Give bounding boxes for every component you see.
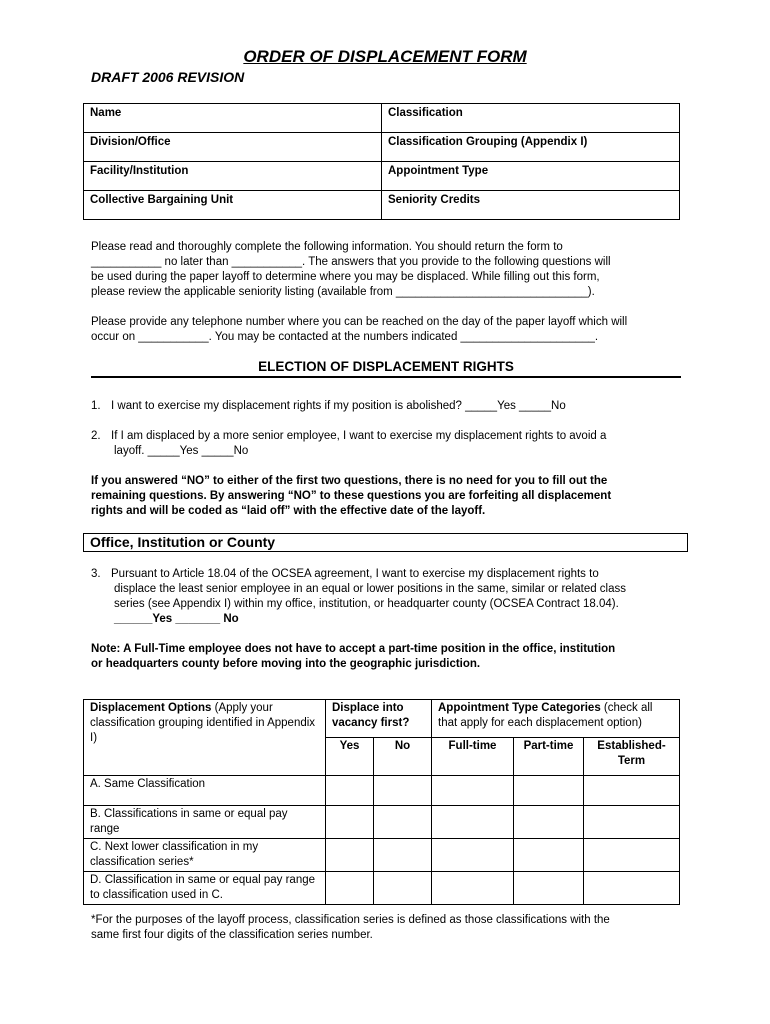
checkbox-cell[interactable] — [326, 806, 374, 839]
classification-field[interactable]: Classification — [382, 104, 680, 133]
facility-field[interactable]: Facility/Institution — [84, 162, 382, 191]
checkbox-cell[interactable] — [374, 872, 432, 905]
phone-paragraph — [91, 315, 683, 345]
note-line: Note: A Full-Time employee does not have to accept a part-time position in the office, institution — [91, 643, 616, 655]
form-title: ORDER OF DISPLACEMENT FORM — [243, 47, 527, 66]
checkbox-cell[interactable] — [374, 776, 432, 806]
footnote — [91, 913, 683, 943]
warning-line: rights and will be coded as “laid off” with the effective date of the layoff. — [91, 505, 486, 517]
q1-text[interactable]: I want to exercise my displacement rights if my position is abolished? _____Yes _____No — [111, 400, 566, 412]
q1-number: 1. — [91, 400, 101, 412]
checkbox-cell[interactable] — [432, 872, 514, 905]
option-row-label: D. Classification in same or equal pay range to classification used in C. — [84, 872, 326, 905]
checkbox-cell[interactable] — [514, 872, 584, 905]
name-field[interactable]: Name — [84, 104, 382, 133]
office-heading: Office, Institution or County — [83, 533, 688, 552]
bargaining-unit-field[interactable]: Collective Bargaining Unit — [84, 191, 382, 220]
checkbox-cell[interactable] — [432, 839, 514, 872]
q2-answer[interactable]: layoff. _____Yes _____No — [114, 445, 249, 457]
q2-number: 2. — [91, 430, 101, 442]
division-field[interactable]: Division/Office — [84, 133, 382, 162]
intro-paragraph — [91, 240, 683, 300]
q2-text: If I am displaced by a more senior employee, I want to exercise my displacement rights to avoid a — [111, 430, 607, 442]
employee-info-table — [83, 103, 680, 220]
q3-number: 3. — [91, 568, 101, 580]
warning-paragraph — [91, 474, 683, 519]
checkbox-cell[interactable] — [374, 806, 432, 839]
established-header: Established-Term — [584, 738, 680, 776]
intro-line: Please read and thoroughly complete the following information. You should return the form to — [91, 241, 563, 253]
option-row-label: C. Next lower classification in my classification series* — [84, 839, 326, 872]
intro-line: ___________ no later than ___________. The answers that you provide to the following questions will — [91, 256, 611, 268]
question-2 — [91, 429, 683, 459]
fulltime-header: Full-time — [432, 738, 514, 776]
checkbox-cell[interactable] — [584, 776, 680, 806]
note-line: or headquarters county before moving into the geographic jurisdiction. — [91, 658, 481, 670]
phone-line: occur on ___________. You may be contacted at the numbers indicated _____________________. — [91, 331, 599, 343]
draft-revision: DRAFT 2006 REVISION — [91, 69, 245, 85]
displacement-options-table — [83, 699, 680, 905]
checkbox-cell[interactable] — [514, 839, 584, 872]
checkbox-cell[interactable] — [584, 806, 680, 839]
seniority-credits-field[interactable]: Seniority Credits — [382, 191, 680, 220]
vacancy-header: Displace into vacancy first? — [326, 700, 432, 738]
warning-line: remaining questions. By answering “NO” to these questions you are forfeiting all displacement — [91, 490, 612, 502]
footnote-line: *For the purposes of the layoff process, classification series is defined as those classifications with the — [91, 914, 610, 926]
option-row-label: B. Classifications in same or equal pay range — [84, 806, 326, 839]
question-3 — [91, 567, 683, 627]
appointment-type-field[interactable]: Appointment Type — [382, 162, 680, 191]
checkbox-cell[interactable] — [514, 776, 584, 806]
checkbox-cell[interactable] — [326, 776, 374, 806]
q3-text: Pursuant to Article 18.04 of the OCSEA agreement, I want to exercise my displacement rights to — [111, 568, 599, 580]
checkbox-cell[interactable] — [326, 872, 374, 905]
note-paragraph — [91, 642, 683, 672]
checkbox-cell[interactable] — [514, 806, 584, 839]
warning-line: If you answered “NO” to either of the first two questions, there is no need for you to fill out the — [91, 475, 608, 487]
checkbox-cell[interactable] — [432, 776, 514, 806]
parttime-header: Part-time — [514, 738, 584, 776]
intro-line: please review the applicable seniority listing (available from ______________________________). — [91, 286, 595, 298]
question-1 — [91, 399, 683, 414]
no-header: No — [374, 738, 432, 776]
election-heading: ELECTION OF DISPLACEMENT RIGHTS — [91, 359, 681, 378]
appointment-header: Appointment Type Categories (check all that apply for each displacement option) — [432, 700, 680, 738]
checkbox-cell[interactable] — [374, 839, 432, 872]
yes-header: Yes — [326, 738, 374, 776]
q3-text: displace the least senior employee in an equal or lower positions in the same, similar or related class — [114, 583, 627, 595]
grouping-field[interactable]: Classification Grouping (Appendix I) — [382, 133, 680, 162]
q3-text: series (see Appendix I) within my office, institution, or headquarter county (OCSEA Contract 18.04). — [114, 598, 619, 610]
q3-answer[interactable]: ______Yes _______ No — [114, 613, 239, 625]
checkbox-cell[interactable] — [432, 806, 514, 839]
checkbox-cell[interactable] — [326, 839, 374, 872]
options-header: Displacement Options (Apply your classification grouping identified in Appendix I) — [84, 700, 326, 776]
checkbox-cell[interactable] — [584, 872, 680, 905]
option-row-label: A. Same Classification — [84, 776, 326, 806]
checkbox-cell[interactable] — [584, 839, 680, 872]
phone-line: Please provide any telephone number where you can be reached on the day of the paper layoff which will — [91, 316, 628, 328]
footnote-line: same first four digits of the classification series number. — [91, 929, 373, 941]
intro-line: be used during the paper layoff to determine where you may be displaced. While filling out this form, — [91, 271, 600, 283]
